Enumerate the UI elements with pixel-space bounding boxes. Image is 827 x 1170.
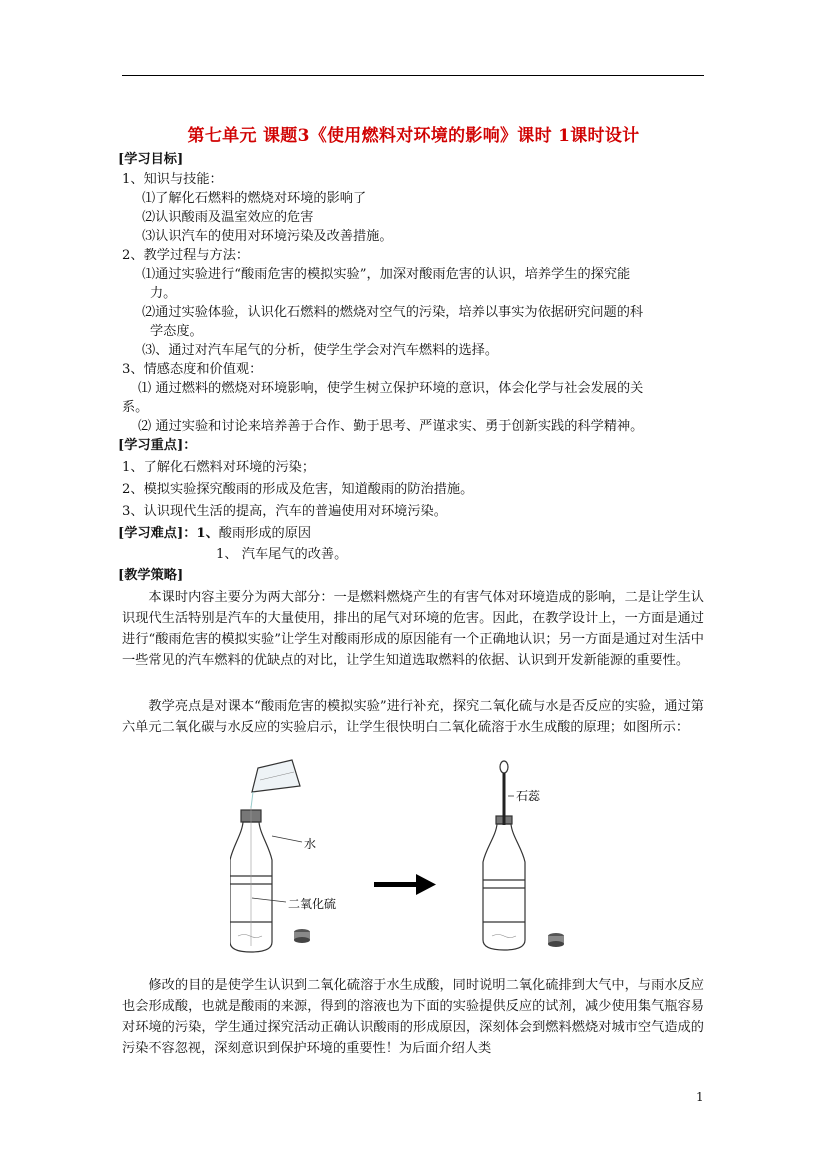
strategy-paragraph-3-text: 修改的目的是使学生认识到二氧化硫溶于水生成酸，同时说明二氧化硫排到大气中，与雨水反应也会形成酸，也就是酸雨的来源，得到的溶液也为下面的实验提供反应的试剂，减少使用集气瓶容易对环境的污染，学生通过探究活动正确认识酸雨的形成原因，深刻体会到燃料燃烧对城市空气造成的污染不容忽视，深刻意识到保护环境的重要性！为后面介绍人类 bbox=[122, 978, 704, 1056]
label-so2: 二氧化硫 bbox=[288, 897, 337, 911]
header-rule bbox=[122, 75, 704, 76]
objective-3-1-cont: 系。 bbox=[122, 400, 149, 415]
right-bottle bbox=[483, 816, 525, 950]
objective-3: 3、情感态度和价值观： bbox=[122, 362, 263, 377]
right-cap bbox=[548, 933, 564, 947]
label-water: 水 bbox=[304, 837, 317, 851]
strategy-paragraph-2 bbox=[122, 696, 704, 738]
page-number: 1 bbox=[696, 1090, 704, 1104]
objective-2: 2、教学过程与方法： bbox=[122, 248, 250, 263]
left-cap bbox=[294, 929, 310, 943]
objective-3-2: ⑵ 通过实验和讨论来培养善于合作、勤于思考、严谨求实、勇于创新实践的科学精神。 bbox=[138, 419, 644, 434]
experiment-figure bbox=[230, 756, 590, 961]
objective-2-3: ⑶、通过对汽车尾气的分析，使学生学会对汽车燃料的选择。 bbox=[142, 343, 499, 358]
page-title: 第七单元 课题3《使用燃料对环境的影响》课时 1课时设计 bbox=[187, 126, 640, 146]
objective-1-1: ⑴了解化石燃料的燃烧对环境的影响了 bbox=[142, 191, 367, 206]
objective-1-2: ⑵认识酸雨及温室效应的危害 bbox=[142, 210, 314, 225]
objective-3-1: ⑴ 通过燃料的燃烧对环境影响，使学生树立保护环境的意识，体会化学与社会发展的关 bbox=[138, 381, 644, 396]
strategy-paragraph-3 bbox=[122, 975, 704, 1059]
objective-1: 1、知识与技能： bbox=[122, 172, 223, 187]
keypoint-3: 3、认识现代生活的提高，汽车的普遍使用对环境污染。 bbox=[122, 504, 447, 519]
arrow-icon bbox=[374, 874, 436, 895]
keypoints-heading: [学习重点]： bbox=[118, 438, 197, 453]
objective-2-2: ⑵通过实验体验，认识化石燃料的燃烧对空气的污染，培养以事实为依据研究问题的科 bbox=[142, 305, 644, 320]
beaker-icon bbox=[251, 760, 300, 808]
so2-pointer bbox=[252, 898, 286, 902]
water-pointer bbox=[272, 836, 302, 842]
objective-2-1: ⑴通过实验进行“酸雨危害的模拟实验”，加深对酸雨危害的认识，培养学生的探究能 bbox=[142, 267, 631, 282]
strategy-paragraph-1-text: 本课时内容主要分为两大部分：一是燃料燃烧产生的有害气体对环境造成的影响，二是让学生认识现代生活特别是汽车的大量使用，排出的尾气对环境的危害。因此，在教学设计上，一方面是通过进行“酸雨危害的模拟实验”让学生对酸雨形成的原因能有一个正确地认识；另一方面是通过对生活中一些常见的汽车燃料的优缺点的对比，让学生知道选取燃料的依据、认识到开发新能源的重要性。 bbox=[122, 590, 704, 668]
keypoint-2: 2、模拟实验探究酸雨的形成及危害，知道酸雨的防治措施。 bbox=[122, 482, 474, 497]
keypoint-1: 1、了解化石燃料对环境的污染； bbox=[122, 460, 316, 475]
strategy-paragraph-2-text: 教学亮点是对课本“酸雨危害的模拟实验”进行补充，探究二氧化硫与水是否反应的实验，通过第六单元二氧化碳与水反应的实验启示，让学生很快明白二氧化硫溶于水生成酸的原理；如图所示： bbox=[122, 699, 704, 735]
objective-1-3: ⑶认识汽车的使用对环境污染及改善措施。 bbox=[142, 229, 393, 244]
strategy-paragraph-1 bbox=[122, 587, 704, 671]
objective-2-2-cont: 学态度。 bbox=[150, 324, 203, 339]
label-litmus: 石蕊 bbox=[516, 789, 541, 803]
left-bottle bbox=[230, 806, 272, 952]
objective-2-1-cont: 力。 bbox=[150, 286, 177, 301]
difficulty-2: 1、 汽车尾气的改善。 bbox=[216, 547, 348, 562]
difficulty-line bbox=[118, 525, 311, 543]
difficulty-1: 酸雨形成的原因 bbox=[218, 526, 312, 541]
objectives-heading: [学习目标] bbox=[118, 152, 184, 167]
difficulty-heading: [学习难点]：1、 bbox=[118, 526, 219, 541]
strategy-heading: [教学策略] bbox=[118, 568, 184, 583]
